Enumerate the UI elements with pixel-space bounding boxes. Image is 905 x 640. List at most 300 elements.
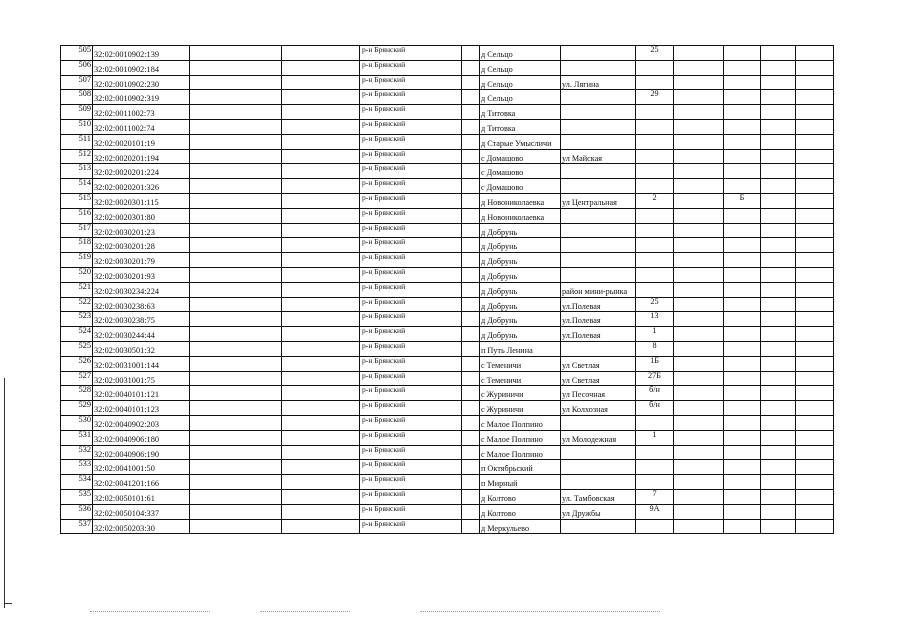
cadastral-number-text: 32:02:0011002:74 [94, 123, 155, 133]
locality-cell [480, 312, 561, 327]
empty-cell [674, 267, 724, 282]
empty-cell [282, 164, 360, 179]
empty-cell [282, 149, 360, 164]
district-text: р-н Брянский [362, 252, 406, 262]
empty-cell [796, 60, 834, 75]
empty-cell [282, 415, 360, 430]
street-cell [561, 282, 636, 297]
empty-cell [761, 386, 796, 401]
street-cell [561, 327, 636, 342]
street-cell [561, 386, 636, 401]
empty-cell [761, 297, 796, 312]
building-cell [724, 105, 761, 120]
empty-cell [282, 90, 360, 105]
locality-cell [480, 460, 561, 475]
street-cell [561, 238, 636, 253]
row-number-text: 530 [78, 415, 91, 424]
empty-cell [761, 401, 796, 416]
district-cell [360, 119, 462, 134]
empty-cell [190, 105, 282, 120]
locality-cell [480, 119, 561, 134]
district-cell [360, 401, 462, 416]
district-text: р-н Брянский [362, 519, 406, 528]
cadastral-number-text: 32:02:0040101:121 [94, 390, 159, 400]
street-cell [561, 134, 636, 149]
row-number-cell [61, 401, 93, 416]
street-cell [561, 401, 636, 416]
cadastral-number-cell [93, 282, 190, 297]
locality-cell [480, 208, 561, 223]
empty-cell [796, 371, 834, 386]
locality-text: с Малое Полпино [481, 449, 543, 459]
street-cell [561, 267, 636, 282]
empty-cell [761, 519, 796, 534]
empty-cell [796, 179, 834, 194]
cadastral-number-text: 32:02:0050101:61 [94, 493, 155, 503]
empty-cell [674, 445, 724, 460]
locality-cell [480, 327, 561, 342]
empty-cell [462, 60, 480, 75]
building-cell [724, 312, 761, 327]
house-number-text: 29 [650, 89, 659, 99]
row-number-text: 512 [78, 149, 91, 158]
cadastral-number-cell [93, 371, 190, 386]
table-row [61, 401, 834, 416]
empty-cell [282, 460, 360, 475]
empty-cell [282, 267, 360, 282]
house-number-text: 9А [649, 504, 660, 513]
row-number-text: 526 [78, 356, 91, 365]
locality-text: п Октябрьский [481, 464, 533, 474]
empty-cell [674, 253, 724, 268]
row-number-cell [61, 297, 93, 312]
locality-cell [480, 341, 561, 356]
locality-text: с Домашово [481, 168, 524, 178]
empty-cell [761, 430, 796, 445]
table-row [61, 475, 834, 490]
empty-cell [282, 223, 360, 238]
cadastral-number-cell [93, 90, 190, 105]
empty-cell [761, 223, 796, 238]
house-number-cell [636, 297, 674, 312]
building-cell [724, 164, 761, 179]
district-text: р-н Брянский [362, 415, 406, 424]
house-number-cell [636, 193, 674, 208]
locality-cell [480, 401, 561, 416]
empty-cell [190, 267, 282, 282]
row-number-text: 524 [78, 326, 91, 336]
empty-cell [761, 341, 796, 356]
district-text: р-н Брянский [362, 489, 406, 498]
cadastral-number-text: 32:02:0010902:139 [94, 50, 159, 59]
street-cell [561, 193, 636, 208]
table-row [61, 327, 834, 342]
empty-cell [462, 223, 480, 238]
empty-cell [190, 312, 282, 327]
cadastral-number-text: 32:02:0031001:75 [94, 375, 155, 385]
empty-cell [462, 356, 480, 371]
row-number-cell [61, 223, 93, 238]
cadastral-number-cell [93, 430, 190, 445]
empty-cell [190, 208, 282, 223]
empty-cell [190, 238, 282, 253]
locality-text: п Мирный [481, 479, 518, 489]
table-row [61, 341, 834, 356]
building-cell [724, 489, 761, 504]
empty-cell [462, 341, 480, 356]
row-number-cell [61, 105, 93, 120]
street-cell [561, 371, 636, 386]
row-number-cell [61, 445, 93, 460]
district-text: р-н Брянский [362, 445, 406, 454]
street-text: ул.Полевая [562, 316, 601, 326]
cadastral-number-cell [93, 341, 190, 356]
row-number-text: 514 [78, 178, 91, 188]
cadastral-number-text: 32:02:0040902:203 [94, 419, 159, 429]
empty-cell [462, 164, 480, 179]
empty-cell [674, 415, 724, 430]
locality-text: с Журиничи [481, 405, 524, 415]
empty-cell [796, 223, 834, 238]
empty-cell [462, 475, 480, 490]
table-row [61, 386, 834, 401]
street-cell [561, 415, 636, 430]
locality-cell [480, 415, 561, 430]
house-number-cell [636, 415, 674, 430]
empty-cell [674, 208, 724, 223]
district-cell [360, 90, 462, 105]
table-row [61, 297, 834, 312]
building-cell [724, 475, 761, 490]
building-cell [724, 253, 761, 268]
cadastral-number-cell [93, 164, 190, 179]
cadastral-number-text: 32:02:0040101:123 [94, 405, 159, 415]
locality-cell [480, 238, 561, 253]
empty-cell [761, 327, 796, 342]
row-number-text: 527 [78, 371, 91, 380]
row-number-cell [61, 489, 93, 504]
cadastral-number-text: 32:02:0041201:166 [94, 479, 159, 489]
house-number-text: 8 [652, 341, 657, 350]
scan-dotted-line [260, 611, 350, 613]
district-cell [360, 460, 462, 475]
cadastral-number-cell [93, 475, 190, 490]
cadastral-number-cell [93, 356, 190, 371]
house-number-text: б/н [649, 400, 660, 410]
empty-cell [761, 504, 796, 519]
empty-cell [190, 164, 282, 179]
house-number-cell [636, 164, 674, 179]
empty-cell [462, 401, 480, 416]
cadastral-number-text: 32:02:0020201:326 [94, 183, 159, 193]
table-row [61, 253, 834, 268]
street-cell [561, 105, 636, 120]
row-number-text: 516 [78, 208, 91, 217]
cadastral-number-cell [93, 267, 190, 282]
empty-cell [190, 253, 282, 268]
row-number-cell [61, 386, 93, 401]
empty-cell [674, 238, 724, 253]
house-number-text: 1 [652, 326, 657, 336]
locality-cell [480, 149, 561, 164]
house-number-cell [636, 149, 674, 164]
locality-text: с Теменичи [481, 375, 522, 385]
empty-cell [674, 460, 724, 475]
district-cell [360, 105, 462, 120]
table-row [61, 46, 834, 61]
empty-cell [796, 489, 834, 504]
building-cell [724, 282, 761, 297]
locality-text: д Добрунь [481, 242, 518, 252]
row-number-text: 534 [78, 474, 91, 484]
district-cell [360, 475, 462, 490]
table-row [61, 75, 834, 90]
empty-cell [190, 134, 282, 149]
empty-cell [282, 401, 360, 416]
empty-cell [674, 282, 724, 297]
cadastral-number-cell [93, 504, 190, 519]
district-cell [360, 341, 462, 356]
district-cell [360, 312, 462, 327]
table-row [61, 519, 834, 534]
cadastral-number-text: 32:02:0030238:63 [94, 301, 155, 311]
table-row [61, 267, 834, 282]
cadastral-number-text: 32:02:0020301:115 [94, 197, 159, 207]
empty-cell [190, 193, 282, 208]
row-number-text: 519 [78, 252, 91, 262]
street-cell [561, 179, 636, 194]
row-number-text: 529 [78, 400, 91, 410]
row-number-text: 537 [78, 519, 91, 528]
district-cell [360, 46, 462, 61]
building-cell [724, 401, 761, 416]
empty-cell [282, 327, 360, 342]
district-cell [360, 415, 462, 430]
district-text: р-н Брянский [362, 134, 406, 143]
locality-cell [480, 386, 561, 401]
empty-cell [190, 386, 282, 401]
cadastral-number-text: 32:02:0041001:50 [94, 464, 155, 474]
house-number-cell [636, 208, 674, 223]
empty-cell [190, 371, 282, 386]
empty-cell [761, 60, 796, 75]
scan-dotted-line [90, 611, 210, 613]
table-row [61, 238, 834, 253]
house-number-cell [636, 105, 674, 120]
empty-cell [761, 371, 796, 386]
building-cell [724, 267, 761, 282]
cadastral-number-text: 32:02:0030201:23 [94, 227, 155, 237]
empty-cell [674, 475, 724, 490]
district-cell [360, 519, 462, 534]
empty-cell [462, 193, 480, 208]
row-number-text: 535 [78, 489, 91, 498]
empty-cell [796, 415, 834, 430]
empty-cell [761, 312, 796, 327]
cadastral-number-text: 32:02:0030238:75 [94, 316, 155, 326]
locality-text: с Домашово [481, 183, 524, 193]
locality-text: д Добрунь [481, 331, 518, 341]
table-row [61, 208, 834, 223]
district-cell [360, 253, 462, 268]
empty-cell [462, 445, 480, 460]
locality-cell [480, 75, 561, 90]
cadastral-number-cell [93, 401, 190, 416]
street-cell [561, 46, 636, 61]
house-number-cell [636, 312, 674, 327]
empty-cell [674, 75, 724, 90]
empty-cell [462, 386, 480, 401]
street-cell [561, 430, 636, 445]
empty-cell [761, 253, 796, 268]
table-row [61, 489, 834, 504]
empty-cell [282, 119, 360, 134]
empty-cell [674, 105, 724, 120]
cadastral-number-cell [93, 445, 190, 460]
street-text: ул.Полевая [562, 301, 601, 311]
street-cell [561, 460, 636, 475]
table-row [61, 105, 834, 120]
cadastral-number-cell [93, 312, 190, 327]
empty-cell [796, 75, 834, 90]
table-row [61, 119, 834, 134]
street-text: район мини-рынка [562, 286, 628, 296]
district-cell [360, 223, 462, 238]
district-cell [360, 164, 462, 179]
street-cell [561, 164, 636, 179]
locality-text: д Добрунь [481, 286, 518, 296]
locality-text: д Колтово [481, 493, 516, 503]
street-cell [561, 253, 636, 268]
locality-cell [480, 46, 561, 61]
house-number-cell [636, 90, 674, 105]
cadastral-number-cell [93, 519, 190, 534]
district-cell [360, 193, 462, 208]
locality-text: д Сельцо [481, 64, 513, 74]
row-number-cell [61, 312, 93, 327]
empty-cell [190, 519, 282, 534]
locality-text: д Добрунь [481, 227, 518, 237]
building-cell [724, 445, 761, 460]
house-number-cell [636, 75, 674, 90]
cadastral-number-cell [93, 134, 190, 149]
empty-cell [761, 193, 796, 208]
cadastral-number-text: 32:02:0050104:337 [94, 508, 159, 518]
empty-cell [282, 341, 360, 356]
empty-cell [462, 119, 480, 134]
district-cell [360, 489, 462, 504]
house-number-text: 1 [652, 430, 657, 439]
row-number-cell [61, 475, 93, 490]
street-cell [561, 60, 636, 75]
table-row [61, 193, 834, 208]
district-text: р-н Брянский [362, 371, 406, 380]
empty-cell [761, 179, 796, 194]
district-text: р-н Брянский [362, 223, 406, 232]
house-number-cell [636, 475, 674, 490]
street-text: ул Светлая [562, 360, 600, 370]
house-number-text: 13 [650, 311, 659, 321]
house-number-cell [636, 504, 674, 519]
district-cell [360, 371, 462, 386]
locality-cell [480, 193, 561, 208]
cadastral-number-text: 32:02:0020301:80 [94, 212, 155, 222]
house-number-cell [636, 356, 674, 371]
locality-cell [480, 445, 561, 460]
empty-cell [462, 519, 480, 534]
row-number-text: 528 [78, 385, 91, 395]
empty-cell [761, 119, 796, 134]
street-cell [561, 75, 636, 90]
house-number-cell [636, 223, 674, 238]
row-number-cell [61, 341, 93, 356]
cadastral-number-cell [93, 105, 190, 120]
empty-cell [462, 430, 480, 445]
empty-cell [190, 356, 282, 371]
empty-cell [796, 297, 834, 312]
cadastral-number-cell [93, 208, 190, 223]
empty-cell [761, 90, 796, 105]
empty-cell [282, 504, 360, 519]
district-cell [360, 327, 462, 342]
locality-text: с Теменичи [481, 360, 522, 370]
house-number-cell [636, 519, 674, 534]
district-cell [360, 134, 462, 149]
empty-cell [282, 60, 360, 75]
table-row [61, 223, 834, 238]
locality-text: д Добрунь [481, 271, 518, 281]
district-cell [360, 445, 462, 460]
locality-text: п Путь Ленина [481, 345, 533, 355]
empty-cell [462, 105, 480, 120]
row-number-cell [61, 193, 93, 208]
empty-cell [761, 208, 796, 223]
district-text: р-н Брянский [362, 60, 406, 69]
street-text: ул. Тамбовская [562, 493, 615, 503]
empty-cell [674, 386, 724, 401]
row-number-cell [61, 149, 93, 164]
building-cell [724, 75, 761, 90]
district-text: р-н Брянский [362, 341, 406, 350]
cadastral-number-cell [93, 179, 190, 194]
street-text: ул Дружбы [562, 508, 601, 518]
row-number-cell [61, 208, 93, 223]
locality-cell [480, 504, 561, 519]
district-cell [360, 430, 462, 445]
empty-cell [462, 460, 480, 475]
empty-cell [796, 327, 834, 342]
cadastral-number-cell [93, 460, 190, 475]
empty-cell [282, 75, 360, 90]
street-text: ул Светлая [562, 375, 600, 385]
empty-cell [761, 267, 796, 282]
table-row [61, 149, 834, 164]
scan-margin-tick [4, 603, 12, 604]
district-text: р-н Брянский [362, 193, 406, 202]
district-text: р-н Брянский [362, 430, 406, 439]
district-cell [360, 75, 462, 90]
empty-cell [674, 327, 724, 342]
empty-cell [796, 445, 834, 460]
locality-text: д Меркульево [481, 523, 530, 533]
district-text: р-н Брянский [362, 149, 406, 158]
street-cell [561, 341, 636, 356]
locality-cell [480, 60, 561, 75]
empty-cell [761, 149, 796, 164]
street-text: ул Песочная [562, 390, 606, 400]
row-number-text: 520 [78, 267, 91, 276]
empty-cell [674, 90, 724, 105]
